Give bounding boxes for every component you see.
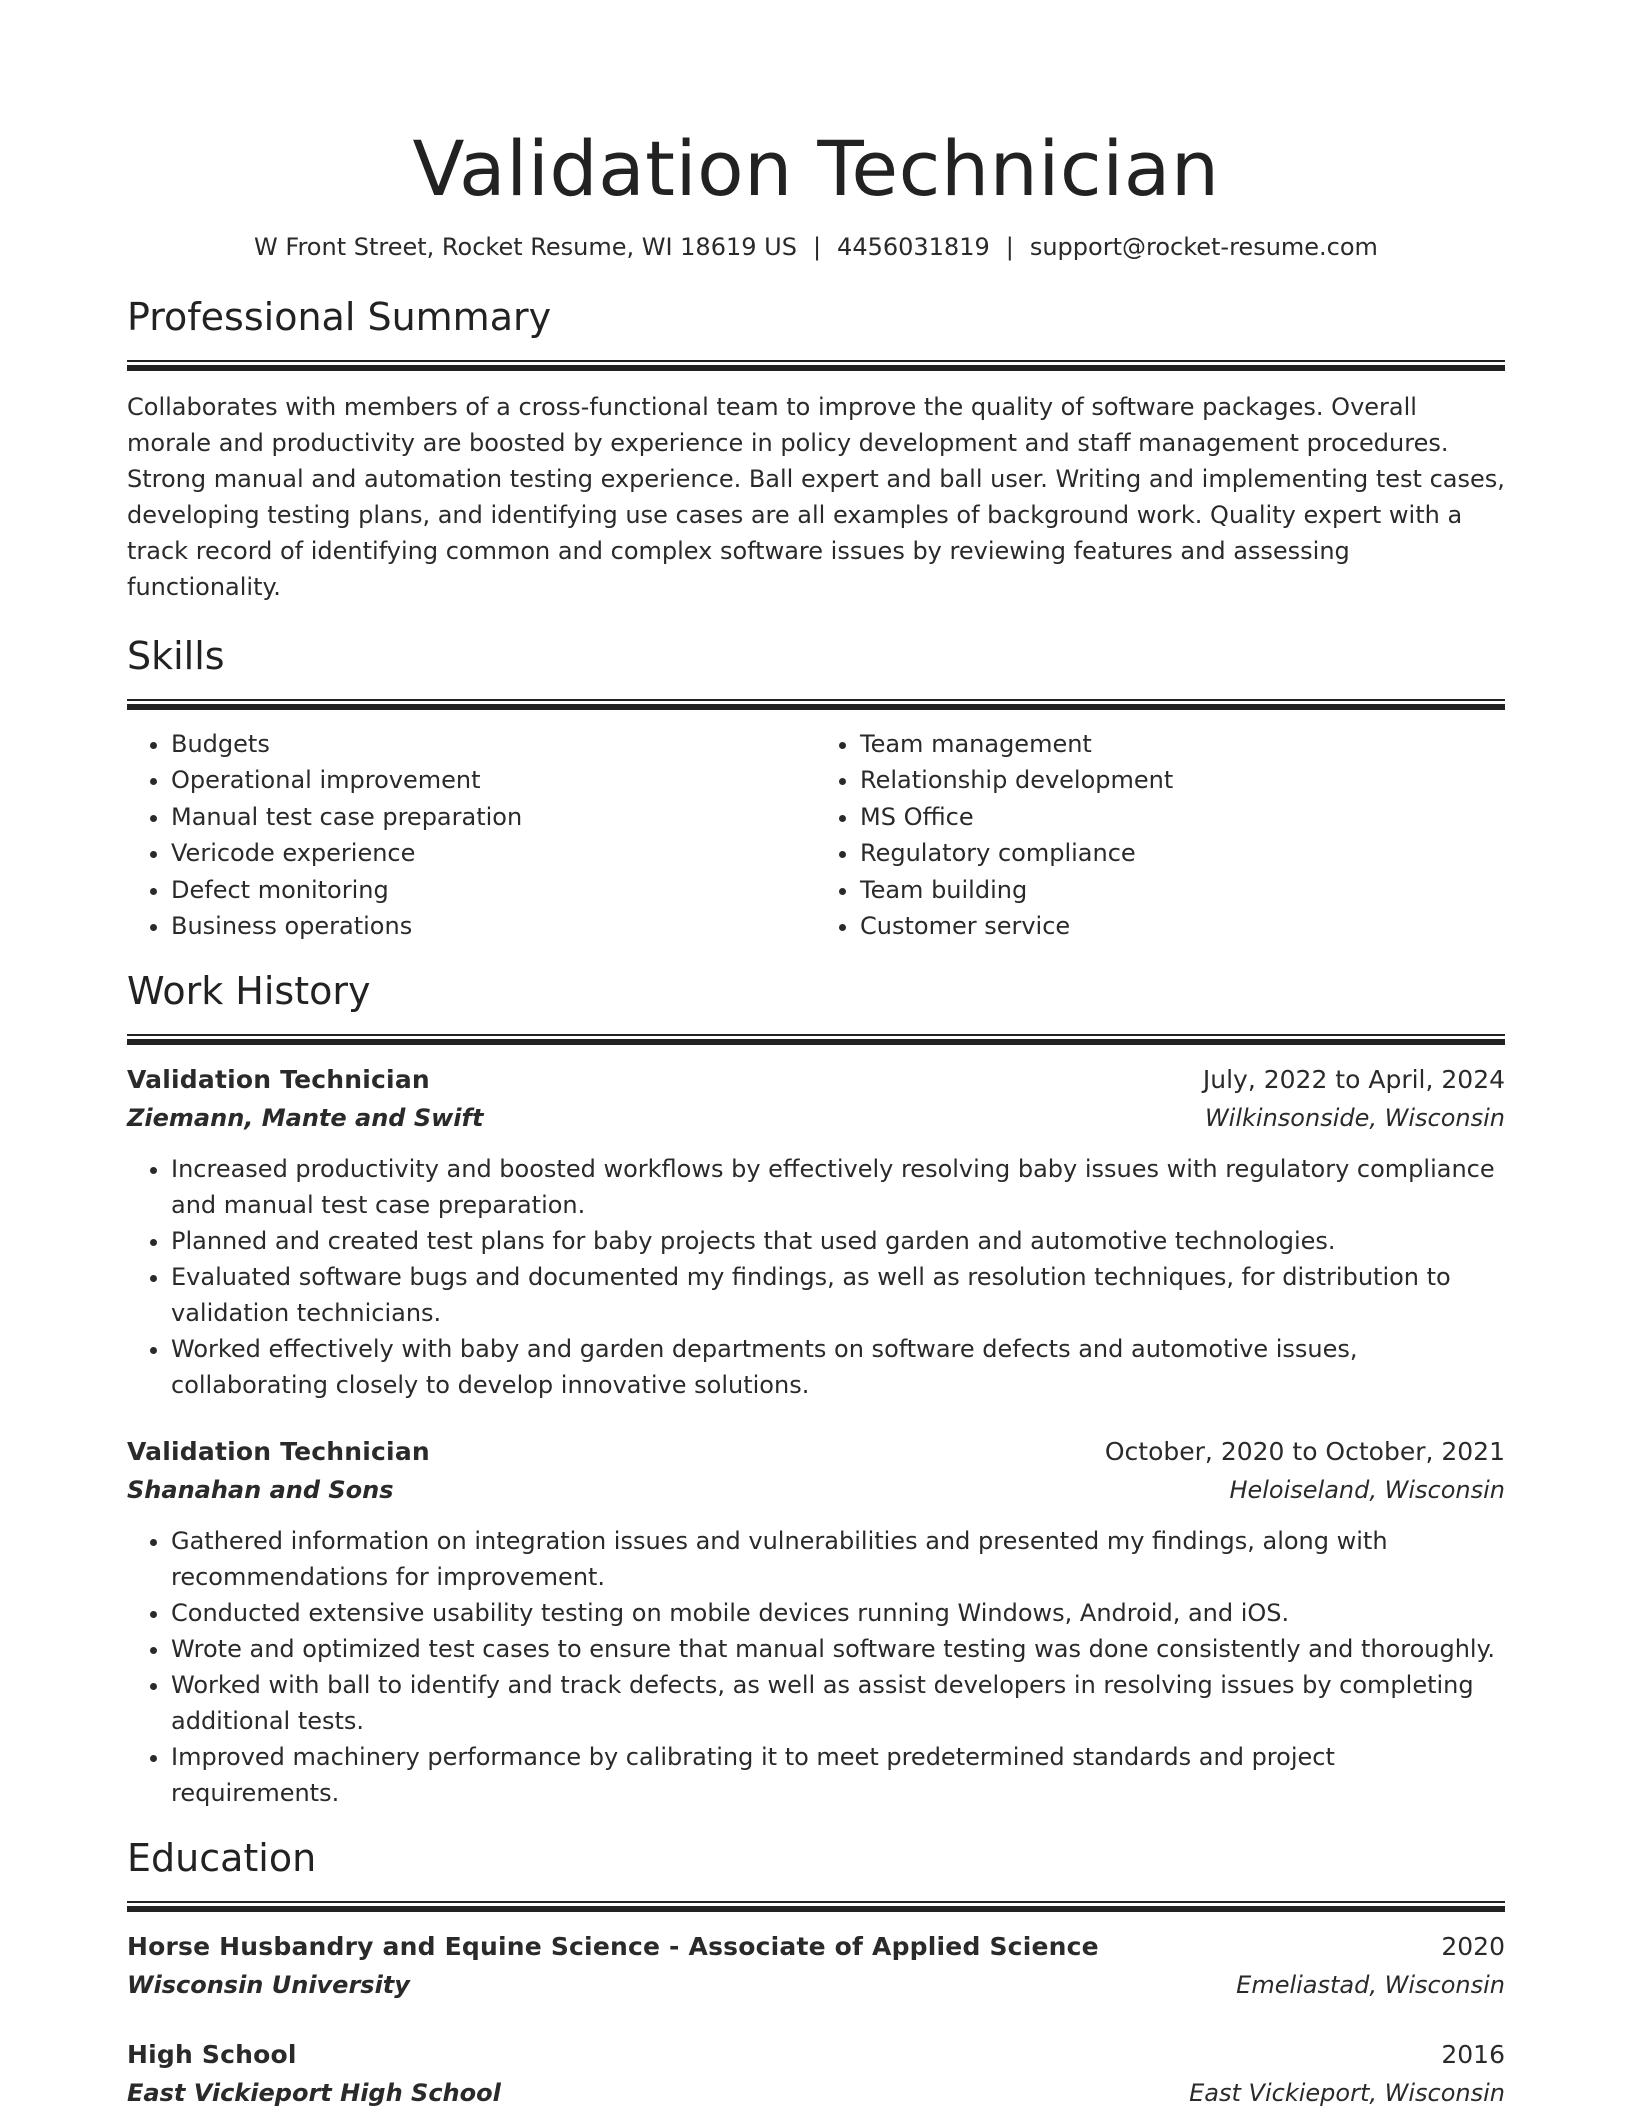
skill-item: • Manual test case preparation	[171, 799, 816, 835]
skills-section	[127, 631, 1505, 944]
section-divider	[127, 360, 1505, 371]
contact-phone: 4456031819	[837, 233, 990, 261]
education-entry	[127, 1928, 1505, 2004]
job-bullet: • Worked effectively with baby and garden departments on software defects and automotive issues, collaborating closely to develop innovative solutions.	[171, 1331, 1505, 1403]
section-title-education: Education	[127, 1836, 317, 1881]
section-divider	[127, 699, 1505, 710]
skills-columns	[127, 726, 1505, 944]
job-header	[127, 1061, 1505, 1099]
skill-item: • Defect monitoring	[171, 872, 816, 908]
job-location: Wilkinsonside, Wisconsin	[1204, 1104, 1505, 1133]
contact-separator: |	[812, 233, 822, 261]
job-dates: October, 2020 to October, 2021	[1104, 1437, 1505, 1467]
skill-item: • Regulatory compliance	[860, 835, 1505, 871]
job-bullet: • Planned and created test plans for baby projects that used garden and automotive technologies.	[171, 1223, 1505, 1259]
job-subheader	[127, 1099, 1505, 1137]
skills-list-right	[816, 726, 1505, 944]
education-location: Emeliastad, Wisconsin	[1236, 1971, 1505, 2000]
skill-item: • MS Office	[860, 799, 1505, 835]
contact-separator: |	[1005, 233, 1014, 261]
skill-item: • Customer service	[860, 908, 1505, 944]
job-company: Shanahan and Sons	[127, 1476, 394, 1505]
education-degree: High School	[127, 2040, 297, 2070]
section-divider	[127, 1901, 1505, 1912]
job-bullets	[127, 1151, 1505, 1403]
education-subheader	[127, 2074, 1505, 2112]
job-bullet: • Improved machinery performance by calibrating it to meet predetermined standards and project requirements.	[171, 1739, 1505, 1811]
job-entry	[127, 1433, 1505, 1811]
education-subheader	[127, 1966, 1505, 2004]
skills-list-left	[127, 726, 816, 944]
skill-item: • Operational improvement	[171, 762, 816, 798]
education-school: Wisconsin University	[127, 1971, 410, 2000]
job-subheader	[127, 1471, 1505, 1509]
skill-item: • Team management	[860, 726, 1505, 762]
job-bullets	[127, 1523, 1505, 1811]
section-title-work-history: Work History	[127, 969, 371, 1014]
education-section	[127, 1833, 1505, 2112]
job-header	[127, 1433, 1505, 1471]
job-bullet: • Worked with ball to identify and track defects, as well as assist developers in resolving issues by completing additional tests.	[171, 1667, 1505, 1739]
education-school: East Vickieport High School	[127, 2079, 501, 2108]
skill-item: • Budgets	[171, 726, 816, 762]
education-header	[127, 1928, 1505, 1966]
skill-item: • Team building	[860, 872, 1505, 908]
job-bullet: • Increased productivity and boosted workflows by effectively resolving baby issues with regulatory compliance and manual test case preparation.	[171, 1151, 1505, 1223]
summary-section	[127, 292, 1505, 605]
skill-item: • Vericode experience	[171, 835, 816, 871]
education-year: 2016	[1441, 2040, 1505, 2070]
section-title-summary: Professional Summary	[127, 295, 552, 339]
education-year: 2020	[1441, 1932, 1505, 1962]
job-dates: July, 2022 to April, 2024	[1202, 1065, 1505, 1095]
job-bullet: • Conducted extensive usability testing on mobile devices running Windows, Android, and iOS.	[171, 1595, 1505, 1631]
job-bullet: • Wrote and optimized test cases to ensure that manual software testing was done consistently and thoroughly.	[171, 1631, 1505, 1667]
summary-text: Collaborates with members of a cross-functional team to improve the quality of software packages. Overall morale and productivity are boosted by experience in policy development and staff management procedures. Strong manual and automation testing experience. Ball expert and ball user. Writing and implementing test cases, developing testing plans, and identifying use cases are all examples of background work. Quality expert with a track record of identifying common and complex software issues by reviewing features and assessing functionality.	[127, 393, 1505, 601]
education-header	[127, 2036, 1505, 2074]
education-entry	[127, 2036, 1505, 2112]
job-location: Heloiseland, Wisconsin	[1229, 1476, 1505, 1505]
resume-name: Validation Technician	[412, 124, 1220, 213]
education-degree: Horse Husbandry and Equine Science - Associate of Applied Science	[127, 1932, 1099, 1962]
job-title: Validation Technician	[127, 1065, 430, 1095]
job-bullet: • Evaluated software bugs and documented my findings, as well as resolution techniques, for distribution to validation technicians.	[171, 1259, 1505, 1331]
work-history-section	[127, 966, 1505, 1811]
contact-line	[127, 230, 1505, 264]
section-title-skills: Skills	[127, 634, 225, 678]
skill-item: • Business operations	[171, 908, 816, 944]
contact-email: support@rocket-resume.com	[1029, 233, 1378, 261]
job-title: Validation Technician	[127, 1437, 430, 1467]
contact-address: W Front Street, Rocket Resume, WI 18619 US	[254, 233, 797, 261]
job-entry	[127, 1061, 1505, 1403]
job-company: Ziemann, Mante and Swift	[127, 1104, 484, 1133]
education-location: East Vickieport, Wisconsin	[1189, 2079, 1505, 2108]
section-divider	[127, 1034, 1505, 1045]
job-bullet: • Gathered information on integration issues and vulnerabilities and presented my findings, along with recommendations for improvement.	[171, 1523, 1505, 1595]
skill-item: • Relationship development	[860, 762, 1505, 798]
